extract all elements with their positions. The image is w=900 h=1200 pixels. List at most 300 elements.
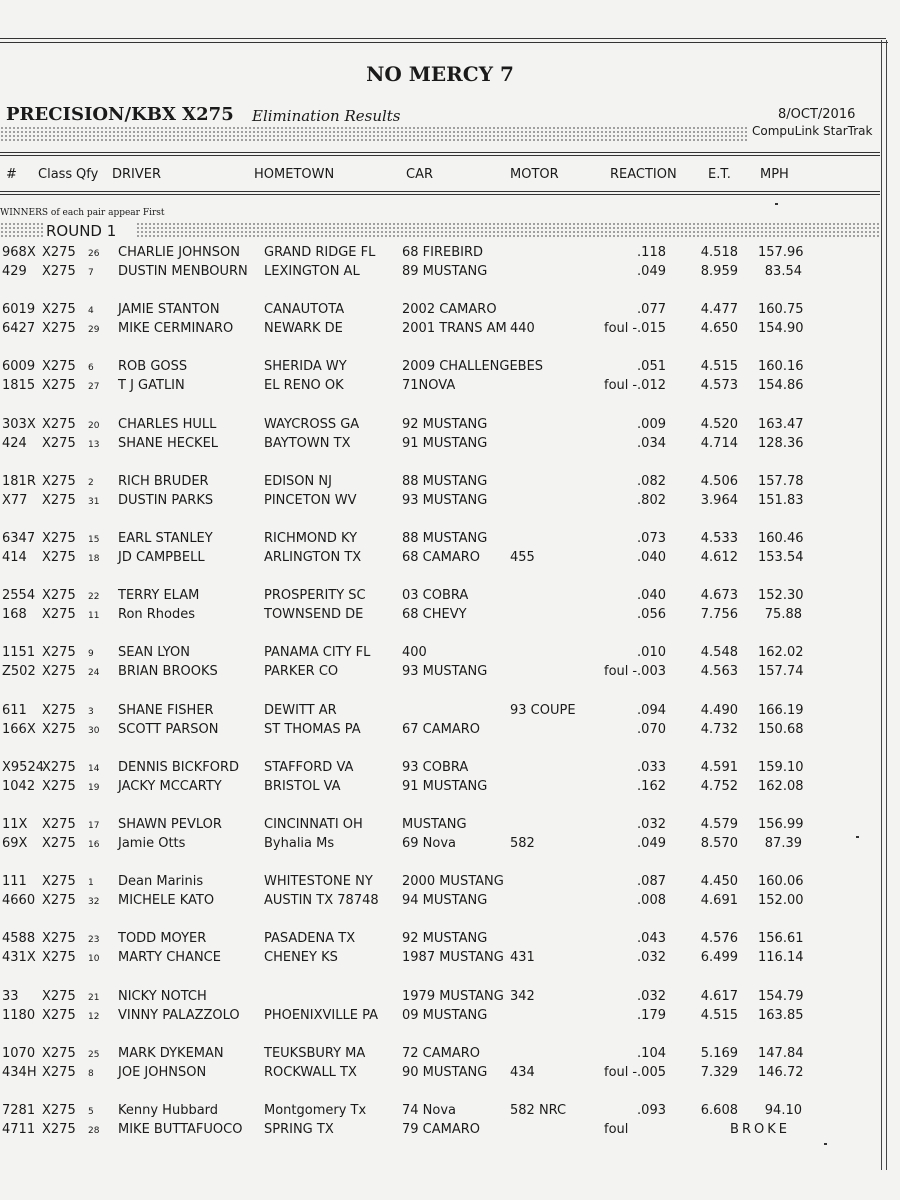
reaction-time: .094: [637, 703, 666, 718]
hometown-cell: EL RENO OK: [264, 378, 344, 393]
col-driver: DRIVER: [112, 167, 162, 182]
car-number: 181R: [2, 474, 36, 489]
winners-note: WINNERS of each pair appear First: [0, 208, 165, 218]
reaction-time: .051: [637, 359, 666, 374]
class-cell: X275: [42, 722, 76, 737]
top-border: [0, 38, 886, 39]
driver-name: JOE JOHNSON: [118, 1065, 207, 1080]
elapsed-time: 5.169: [700, 1046, 738, 1061]
elapsed-time: 4.520: [700, 417, 738, 432]
elapsed-time: 6.499: [700, 950, 738, 965]
col-et: E.T.: [708, 167, 731, 182]
motor-cell: 455: [510, 550, 535, 565]
driver-name: JD CAMPBELL: [118, 550, 205, 565]
timing-system-label: CompuLink StarTrak: [752, 124, 873, 138]
qualifying-position: 21: [88, 993, 100, 1003]
class-cell: X275: [42, 760, 76, 775]
driver-name: TODD MOYER: [118, 931, 207, 946]
qualifying-position: 9: [88, 649, 94, 659]
col-motor: MOTOR: [510, 167, 559, 182]
car-number: 11X: [2, 817, 28, 832]
qualifying-position: 6: [88, 363, 94, 373]
driver-name: CHARLIE JOHNSON: [118, 245, 240, 260]
reaction-time: .049: [637, 836, 666, 851]
reaction-time: -.012: [632, 378, 666, 393]
elapsed-time: 4.477: [700, 302, 738, 317]
elapsed-time: 4.548: [700, 645, 738, 660]
car-number: 4711: [2, 1122, 36, 1137]
elapsed-time: 4.691: [700, 893, 738, 908]
hometown-cell: DEWITT AR: [264, 703, 337, 718]
qualifying-position: 15: [88, 535, 100, 545]
hometown-cell: CINCINNATI OH: [264, 817, 363, 832]
driver-name: MIKE CERMINARO: [118, 321, 234, 336]
car-number: X77: [2, 493, 28, 508]
speed-mph: 157.78: [758, 474, 804, 489]
driver-name: MIKE BUTTAFUOCO: [118, 1122, 243, 1137]
speed-mph: 87.39: [764, 836, 802, 851]
speed-mph: 163.47: [758, 417, 804, 432]
elapsed-time: 4.673: [700, 588, 738, 603]
speed-mph: 152.30: [758, 588, 804, 603]
car-number: 2554: [2, 588, 36, 603]
hometown-cell: PASADENA TX: [264, 931, 356, 946]
foul-flag: foul: [604, 1122, 629, 1137]
driver-name: SHANE FISHER: [118, 703, 214, 718]
qualifying-position: 27: [88, 382, 100, 392]
elapsed-time: 7.329: [700, 1065, 738, 1080]
car-cell: 2009 CHALLENGEBES: [402, 359, 544, 374]
reaction-time: .118: [637, 245, 666, 260]
qualifying-position: 4: [88, 306, 94, 316]
hometown-cell: TEUKSBURY MA: [264, 1046, 366, 1061]
class-cell: X275: [42, 836, 76, 851]
driver-name: Ron Rhodes: [118, 607, 196, 622]
hometown-cell: LEXINGTON AL: [264, 264, 360, 279]
reaction-time: .008: [637, 893, 666, 908]
car-number: 6019: [2, 302, 36, 317]
qualifying-position: 26: [88, 249, 100, 259]
round-dot-band-right: [136, 222, 880, 238]
car-number: 168: [2, 607, 27, 622]
driver-name: JACKY MCCARTY: [118, 779, 222, 794]
reaction-time: .802: [637, 493, 666, 508]
car-number: 968X: [2, 245, 36, 260]
class-cell: X275: [42, 664, 76, 679]
car-number: 6009: [2, 359, 36, 374]
foul-flag: foul: [604, 1065, 629, 1080]
car-cell: 400: [402, 645, 427, 660]
header-dot-band: [0, 126, 748, 142]
car-cell: 69 Nova: [402, 836, 457, 851]
car-cell: 93 MUSTANG: [402, 493, 488, 508]
speed-mph: 151.83: [758, 493, 804, 508]
elapsed-time: 8.959: [700, 264, 738, 279]
elapsed-time: 4.533: [700, 531, 738, 546]
car-number: 1070: [2, 1046, 36, 1061]
qualifying-position: 18: [88, 554, 100, 564]
qualifying-position: 8: [88, 1069, 94, 1079]
car-cell: 90 MUSTANG: [402, 1065, 488, 1080]
class-title: PRECISION/KBX X275: [6, 104, 234, 125]
elapsed-time: 4.591: [700, 760, 738, 775]
class-cell: X275: [42, 893, 76, 908]
car-number: 424: [2, 436, 27, 451]
car-cell: 72 CAMARO: [402, 1046, 481, 1061]
scan-speck: [856, 836, 859, 838]
hometown-cell: CANAUTOTA: [264, 302, 345, 317]
speed-mph: 156.99: [758, 817, 804, 832]
driver-name: MICHELE KATO: [118, 893, 215, 908]
speed-mph: 153.54: [758, 550, 804, 565]
car-cell: 93 COBRA: [402, 760, 469, 775]
class-cell: X275: [42, 359, 76, 374]
driver-name: JAMIE STANTON: [118, 302, 220, 317]
motor-cell: 342: [510, 989, 535, 1004]
class-cell: X275: [42, 531, 76, 546]
right-border: [881, 40, 882, 1170]
top-border-inner: [0, 42, 888, 43]
qualifying-position: 3: [88, 707, 94, 717]
reaction-time: .162: [637, 779, 666, 794]
qualifying-position: 5: [88, 1107, 94, 1117]
reaction-time: .179: [637, 1008, 666, 1023]
car-number: 1042: [2, 779, 36, 794]
driver-name: CHARLES HULL: [118, 417, 217, 432]
elapsed-time: 4.506: [700, 474, 738, 489]
qualifying-position: 30: [88, 726, 100, 736]
elapsed-time: 4.515: [700, 1008, 738, 1023]
class-cell: X275: [42, 1046, 76, 1061]
driver-name: NICKY NOTCH: [118, 989, 207, 1004]
speed-mph: 147.84: [758, 1046, 804, 1061]
reaction-time: .032: [637, 817, 666, 832]
qualifying-position: 20: [88, 421, 100, 431]
car-cell: 03 COBRA: [402, 588, 469, 603]
class-cell: X275: [42, 493, 76, 508]
reaction-time: .070: [637, 722, 666, 737]
reaction-time: .033: [637, 760, 666, 775]
qualifying-position: 2: [88, 478, 94, 488]
motor-cell: 434: [510, 1065, 535, 1080]
qualifying-position: 25: [88, 1050, 100, 1060]
car-number: 414: [2, 550, 27, 565]
hometown-cell: Montgomery Tx: [264, 1103, 367, 1118]
hometown-cell: BAYTOWN TX: [264, 436, 351, 451]
car-cell: 2002 CAMARO: [402, 302, 497, 317]
qualifying-position: 29: [88, 325, 100, 335]
reaction-time: .104: [637, 1046, 666, 1061]
col-number: #: [6, 167, 17, 182]
class-cell: X275: [42, 302, 76, 317]
qualifying-position: 17: [88, 821, 100, 831]
hometown-cell: Byhalia Ms: [264, 836, 335, 851]
scan-speck: [824, 1143, 827, 1145]
foul-flag: foul: [604, 664, 629, 679]
car-number: 4660: [2, 893, 36, 908]
reaction-time: .040: [637, 550, 666, 565]
car-cell: 88 MUSTANG: [402, 474, 488, 489]
elapsed-time: 8.570: [700, 836, 738, 851]
reaction-time: .087: [637, 874, 666, 889]
elapsed-time: 4.612: [700, 550, 738, 565]
elapsed-time: 4.714: [700, 436, 738, 451]
speed-mph: 160.06: [758, 874, 804, 889]
class-cell: X275: [42, 378, 76, 393]
class-cell: X275: [42, 931, 76, 946]
qualifying-position: 23: [88, 935, 100, 945]
car-cell: 79 CAMARO: [402, 1122, 481, 1137]
reaction-time: .056: [637, 607, 666, 622]
class-cell: X275: [42, 1008, 76, 1023]
hometown-cell: WHITESTONE NY: [264, 874, 373, 889]
reaction-time: -.003: [632, 664, 666, 679]
driver-name: VINNY PALAZZOLO: [118, 1008, 240, 1023]
car-cell: 67 CAMARO: [402, 722, 481, 737]
class-cell: X275: [42, 264, 76, 279]
qualifying-position: 13: [88, 440, 100, 450]
driver-name: TERRY ELAM: [118, 588, 200, 603]
speed-mph: 83.54: [764, 264, 802, 279]
driver-name: MARTY CHANCE: [118, 950, 221, 965]
car-cell: 68 CAMARO: [402, 550, 481, 565]
car-cell: 89 MUSTANG: [402, 264, 488, 279]
qualifying-position: 32: [88, 897, 100, 907]
elapsed-time: 4.732: [700, 722, 738, 737]
reaction-time: .049: [637, 264, 666, 279]
speed-mph: 116.14: [758, 950, 804, 965]
qualifying-position: 16: [88, 840, 100, 850]
elapsed-time: 4.617: [700, 989, 738, 1004]
motor-cell: 440: [510, 321, 535, 336]
header-rule-bottom-inner: [0, 194, 880, 195]
hometown-cell: ROCKWALL TX: [264, 1065, 357, 1080]
motor-cell: 93 COUPE: [510, 703, 576, 718]
hometown-cell: ARLINGTON TX: [264, 550, 362, 565]
elapsed-time: 4.579: [700, 817, 738, 832]
car-cell: 91 MUSTANG: [402, 436, 488, 451]
car-cell: 94 MUSTANG: [402, 893, 488, 908]
hometown-cell: GRAND RIDGE FL: [264, 245, 376, 260]
class-cell: X275: [42, 703, 76, 718]
car-cell: 09 MUSTANG: [402, 1008, 488, 1023]
speed-mph: 162.08: [758, 779, 804, 794]
car-number: 6347: [2, 531, 36, 546]
car-cell: 91 MUSTANG: [402, 779, 488, 794]
reaction-time: .043: [637, 931, 666, 946]
hometown-cell: BRISTOL VA: [264, 779, 341, 794]
speed-mph: 157.96: [758, 245, 804, 260]
reaction-time: .032: [637, 989, 666, 1004]
hometown-cell: SHERIDA WY: [264, 359, 347, 374]
col-class: Class: [38, 167, 73, 182]
driver-name: MARK DYKEMAN: [118, 1046, 224, 1061]
hometown-cell: PROSPERITY SC: [264, 588, 366, 603]
car-number: 111: [2, 874, 27, 889]
driver-name: DENNIS BICKFORD: [118, 760, 239, 775]
driver-name: SHANE HECKEL: [118, 436, 219, 451]
hometown-cell: EDISON NJ: [264, 474, 332, 489]
header-rule-top: [0, 152, 880, 153]
col-reaction: REACTION: [610, 167, 677, 182]
speed-mph: 94.10: [764, 1103, 802, 1118]
driver-name: T J GATLIN: [118, 378, 185, 393]
car-number: 429: [2, 264, 27, 279]
elapsed-time: 4.576: [700, 931, 738, 946]
car-cell: 1987 MUSTANG: [402, 950, 504, 965]
qualifying-position: 31: [88, 497, 100, 507]
scan-speck: [775, 203, 778, 205]
qualifying-position: 22: [88, 592, 100, 602]
car-cell: 2000 MUSTANG: [402, 874, 504, 889]
qualifying-position: 1: [88, 878, 94, 888]
hometown-cell: NEWARK DE: [264, 321, 343, 336]
hometown-cell: PHOENIXVILLE PA: [264, 1008, 378, 1023]
round-label: ROUND 1: [46, 222, 117, 240]
qualifying-position: 14: [88, 764, 100, 774]
event-title: NO MERCY 7: [366, 62, 514, 86]
hometown-cell: AUSTIN TX 78748: [264, 893, 379, 908]
hometown-cell: PARKER CO: [264, 664, 339, 679]
speed-mph: 156.61: [758, 931, 804, 946]
driver-name: DUSTIN PARKS: [118, 493, 214, 508]
class-cell: X275: [42, 1122, 76, 1137]
reaction-time: .073: [637, 531, 666, 546]
class-cell: X275: [42, 950, 76, 965]
speed-mph: 160.46: [758, 531, 804, 546]
car-cell: 71NOVA: [402, 378, 456, 393]
class-cell: X275: [42, 1065, 76, 1080]
reaction-time: .040: [637, 588, 666, 603]
car-cell: 68 CHEVY: [402, 607, 467, 622]
elapsed-time: 3.964: [700, 493, 738, 508]
class-cell: X275: [42, 1103, 76, 1118]
reaction-time: .077: [637, 302, 666, 317]
reaction-time: .082: [637, 474, 666, 489]
hometown-cell: TOWNSEND DE: [264, 607, 364, 622]
motor-cell: 582 NRC: [510, 1103, 567, 1118]
class-cell: X275: [42, 588, 76, 603]
qualifying-position: 10: [88, 954, 100, 964]
speed-mph: 160.75: [758, 302, 804, 317]
car-number: 1180: [2, 1008, 36, 1023]
car-number: X9524: [2, 760, 44, 775]
col-car: CAR: [406, 167, 434, 182]
motor-cell: 582: [510, 836, 535, 851]
qualifying-position: 19: [88, 783, 100, 793]
class-cell: X275: [42, 474, 76, 489]
col-mph: MPH: [760, 167, 789, 182]
class-cell: X275: [42, 417, 76, 432]
car-cell: 68 FIREBIRD: [402, 245, 484, 260]
hometown-cell: CHENEY KS: [264, 950, 338, 965]
class-cell: X275: [42, 645, 76, 660]
car-number: 166X: [2, 722, 36, 737]
qualifying-position: 28: [88, 1126, 100, 1136]
motor-cell: 431: [510, 950, 535, 965]
car-number: 1151: [2, 645, 36, 660]
car-number: 7281: [2, 1103, 36, 1118]
reaction-time: .009: [637, 417, 666, 432]
car-cell: 93 MUSTANG: [402, 664, 488, 679]
speed-mph: 152.00: [758, 893, 804, 908]
elapsed-time: 7.756: [700, 607, 738, 622]
driver-name: RICH BRUDER: [118, 474, 209, 489]
results-subtitle: Elimination Results: [252, 107, 401, 125]
driver-name: SHAWN PEVLOR: [118, 817, 222, 832]
hometown-cell: WAYCROSS GA: [264, 417, 360, 432]
elapsed-time: 4.573: [700, 378, 738, 393]
car-cell: 1979 MUSTANG: [402, 989, 504, 1004]
speed-mph: 154.86: [758, 378, 804, 393]
hometown-cell: PINCETON WV: [264, 493, 357, 508]
class-cell: X275: [42, 436, 76, 451]
class-cell: X275: [42, 779, 76, 794]
speed-mph: 160.16: [758, 359, 804, 374]
col-qfy: Qfy: [76, 167, 99, 182]
elapsed-time: 4.515: [700, 359, 738, 374]
hometown-cell: RICHMOND KY: [264, 531, 358, 546]
header-rule-top-inner: [0, 155, 880, 156]
driver-name: Jamie Otts: [118, 836, 186, 851]
driver-name: Dean Marinis: [118, 874, 204, 889]
car-cell: 88 MUSTANG: [402, 531, 488, 546]
class-cell: X275: [42, 874, 76, 889]
event-date: 8/OCT/2016: [778, 107, 856, 122]
driver-name: DUSTIN MENBOURN: [118, 264, 248, 279]
elapsed-time: 4.650: [700, 321, 738, 336]
elapsed-time: 4.490: [700, 703, 738, 718]
elapsed-time: 4.450: [700, 874, 738, 889]
speed-mph: 159.10: [758, 760, 804, 775]
foul-flag: foul: [604, 321, 629, 336]
class-cell: X275: [42, 245, 76, 260]
speed-mph: 75.88: [764, 607, 802, 622]
driver-name: SCOTT PARSON: [118, 722, 219, 737]
hometown-cell: PANAMA CITY FL: [264, 645, 371, 660]
car-number: 431X: [2, 950, 36, 965]
elapsed-time: 4.518: [700, 245, 738, 260]
car-cell: 92 MUSTANG: [402, 417, 488, 432]
car-number: 303X: [2, 417, 36, 432]
speed-mph: 128.36: [758, 436, 804, 451]
reaction-time: -.005: [632, 1065, 666, 1080]
speed-mph: 154.90: [758, 321, 804, 336]
speed-mph: 154.79: [758, 989, 804, 1004]
hometown-cell: STAFFORD VA: [264, 760, 354, 775]
elapsed-time: 4.563: [700, 664, 738, 679]
hometown-cell: SPRING TX: [264, 1122, 334, 1137]
reaction-time: .034: [637, 436, 666, 451]
elapsed-time: 6.608: [700, 1103, 738, 1118]
class-cell: X275: [42, 817, 76, 832]
reaction-time: .093: [637, 1103, 666, 1118]
car-number: 69X: [2, 836, 28, 851]
class-cell: X275: [42, 989, 76, 1004]
round-dot-band-left: [0, 222, 44, 238]
speed-mph: 166.19: [758, 703, 804, 718]
car-number: 434H: [2, 1065, 37, 1080]
reaction-time: .032: [637, 950, 666, 965]
right-border-outer: [886, 40, 887, 1170]
elapsed-time: 4.752: [700, 779, 738, 794]
driver-name: SEAN LYON: [118, 645, 190, 660]
speed-mph: 157.74: [758, 664, 804, 679]
speed-mph: 150.68: [758, 722, 804, 737]
header-rule-bottom: [0, 191, 880, 192]
hometown-cell: ST THOMAS PA: [264, 722, 361, 737]
car-cell: 2001 TRANS AM: [402, 321, 507, 336]
